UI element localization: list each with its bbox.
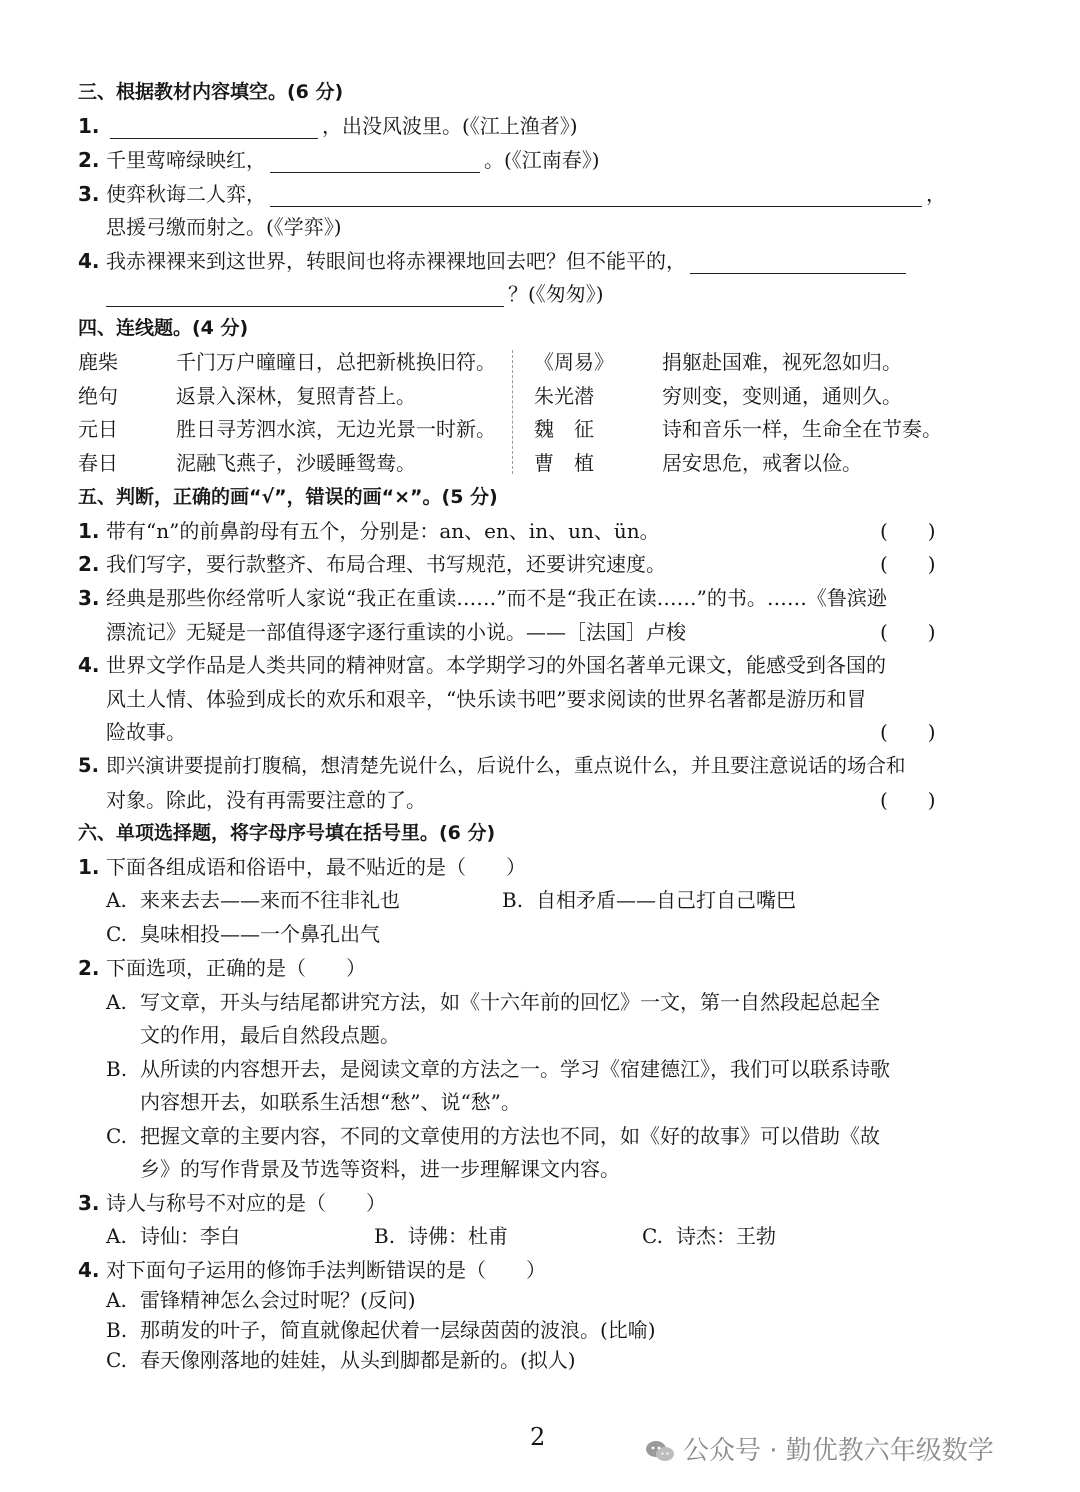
match-right-line[interactable]: 捐躯赴国难，视死忽如归。 (662, 350, 902, 374)
watermark-text: 公众号 · 勤优教六年级数学 (683, 1436, 994, 1466)
answer-blank[interactable] (106, 286, 504, 307)
s5-q5-line2: 对象。除此，没有再需要注意的了。 (106, 788, 426, 812)
s6-q4-stem (78, 1257, 546, 1283)
question-text: ， (926, 182, 946, 206)
match-left-line[interactable]: 返景入深林，复照青苔上。 (176, 384, 416, 408)
question-text: 经典是那些你经常听人家说“我正在重读……”而不是“我正在读……”的书。……《鲁滨逊 (106, 586, 887, 610)
match-right-term[interactable]: 魏 征 (534, 417, 594, 441)
match-right-line[interactable]: 诗和音乐一样，生命全在节奏。 (662, 417, 942, 441)
option-b[interactable] (374, 1223, 508, 1249)
s3-q4-line2 (106, 281, 604, 307)
option-letter: C. (106, 1124, 127, 1148)
question-number: 4. (78, 1258, 100, 1282)
option-c[interactable] (106, 1123, 880, 1149)
question-number: 1. (78, 114, 100, 138)
answer-blank[interactable] (690, 253, 906, 274)
option-letter: C. (106, 1348, 127, 1372)
option-letter: A. (106, 1224, 127, 1248)
s5-q3 (78, 585, 887, 611)
option-text: 那萌发的叶子，简直就像起伏着一层绿茵茵的波浪。(比喻) (140, 1318, 656, 1342)
s3-q3 (78, 181, 946, 207)
option-text: 来来去去——来而不往非礼也 (140, 888, 400, 912)
s5-q4-line3: 险故事。 (106, 720, 186, 744)
option-b-line2: 内容想开去，如联系生活想“愁”、说“愁”。 (140, 1090, 521, 1114)
column-divider (512, 350, 513, 474)
answer-parentheses[interactable]: ( ) (880, 552, 936, 576)
option-text: 诗仙：李白 (140, 1224, 240, 1248)
question-text: 下面选项，正确的是（ ） (106, 956, 366, 980)
question-number: 1. (78, 519, 100, 543)
question-number: 2. (78, 148, 100, 172)
answer-parentheses[interactable]: ( ) (880, 519, 936, 543)
question-number: 2. (78, 956, 100, 980)
question-number: 3. (78, 182, 100, 206)
option-a[interactable] (106, 1223, 240, 1249)
page-number: 2 (530, 1423, 546, 1451)
match-left-term[interactable]: 春日 (78, 451, 118, 475)
question-text: 带有“n”的前鼻韵母有五个，分别是：an、en、in、un、ün。 (106, 519, 660, 543)
match-right-term[interactable]: 曹 植 (534, 451, 594, 475)
option-c[interactable] (106, 921, 380, 947)
option-text: 臭味相投——一个鼻孔出气 (140, 922, 380, 946)
question-number: 3. (78, 1191, 100, 1215)
option-letter: A. (106, 990, 127, 1014)
s5-q4 (78, 652, 886, 678)
answer-parentheses[interactable]: ( ) (880, 720, 936, 744)
question-number: 1. (78, 855, 100, 879)
option-a-line2: 文的作用，最后自然段点题。 (140, 1023, 400, 1047)
question-text: ，出没风波里。(《江上渔者》) (322, 114, 578, 138)
question-text: 世界文学作品是人类共同的精神财富。本学期学习的外国名著单元课文，能感受到各国的 (106, 653, 886, 677)
answer-parentheses[interactable]: ( ) (880, 788, 936, 812)
s6-q3-stem (78, 1190, 386, 1216)
answer-parentheses[interactable]: ( ) (880, 620, 936, 644)
match-left-term[interactable]: 鹿柴 (78, 350, 118, 374)
s3-q2 (78, 147, 600, 173)
question-text: 我赤裸裸来到这世界，转眼间也将赤裸裸地回去吧？但不能平的， (106, 249, 686, 273)
option-letter: A. (106, 888, 127, 912)
option-letter: C. (642, 1224, 663, 1248)
option-text: 从所读的内容想开去，是阅读文章的方法之一。学习《宿建德江》，我们可以联系诗歌 (140, 1057, 890, 1081)
option-b[interactable] (106, 1056, 890, 1082)
question-text: 即兴演讲要提前打腹稿，想清楚先说什么，后说什么，重点说什么，并且要注意说话的场合和 (106, 754, 906, 777)
question-number: 4. (78, 249, 100, 273)
match-right-line[interactable]: 居安思危，戒奢以俭。 (662, 451, 862, 475)
match-right-line[interactable]: 穷则变，变则通，通则久。 (662, 384, 902, 408)
question-text: 千里莺啼绿映红， (106, 148, 266, 172)
s6-q2-stem (78, 955, 366, 981)
s3-q1 (78, 113, 578, 139)
s5-q3-line2: 漂流记》无疑是一部值得逐字逐行重读的小说。——［法国］卢梭 (106, 620, 686, 644)
match-left-line[interactable]: 胜日寻芳泗水滨，无边光景一时新。 (176, 417, 496, 441)
s5-q1 (78, 518, 660, 544)
question-text: 下面各组成语和俗语中，最不贴近的是（ ） (106, 855, 526, 879)
option-text: 写文章，开头与结尾都讲究方法，如《十六年前的回忆》一文，第一自然段起总起全 (140, 990, 880, 1014)
s3-q4 (78, 248, 910, 274)
answer-blank[interactable] (110, 118, 318, 139)
match-right-term[interactable]: 朱光潜 (534, 384, 594, 408)
match-right-term[interactable]: 《周易》 (534, 350, 614, 374)
option-c[interactable] (106, 1347, 576, 1373)
option-letter: A. (106, 1288, 127, 1312)
option-a[interactable] (106, 989, 880, 1015)
s5-q5 (78, 753, 906, 779)
option-text: 把握文章的主要内容，不同的文章使用的方法也不同，如《好的故事》可以借助《故 (140, 1124, 880, 1148)
watermark (645, 1430, 994, 1467)
s3-q3-line2: 思援弓缴而射之。(《学弈》) (106, 215, 342, 239)
option-text: 春天像刚落地的娃娃，从头到脚都是新的。(拟人) (140, 1348, 576, 1372)
option-text: 自相矛盾——自己打自己嘴巴 (536, 888, 796, 912)
section-6-title: 六、单项选择题，将字母序号填在括号里。(6 分) (78, 822, 496, 844)
question-number: 5. (78, 754, 99, 777)
question-text: 我们写字，要行款整齐、布局合理、书写规范，还要讲究速度。 (106, 552, 666, 576)
match-left-line[interactable]: 千门万户曈曈日，总把新桃换旧符。 (176, 350, 496, 374)
option-a[interactable] (106, 887, 400, 913)
section-4-title: 四、连线题。(4 分) (78, 317, 249, 339)
match-left-line[interactable]: 泥融飞燕子，沙暖睡鸳鸯。 (176, 451, 416, 475)
question-text: 诗人与称号不对应的是（ ） (106, 1191, 386, 1215)
option-letter: B. (106, 1057, 128, 1081)
option-letter: C. (106, 922, 127, 946)
section-5-title: 五、判断，正确的画“√”，错误的画“×”。(5 分) (78, 486, 498, 508)
s5-q2 (78, 551, 666, 577)
option-c[interactable] (642, 1223, 776, 1249)
option-letter: B. (502, 888, 524, 912)
answer-blank[interactable] (270, 186, 922, 207)
question-number: 4. (78, 653, 100, 677)
question-text: ？(《匆匆》) (508, 282, 604, 306)
option-c-line2: 乡》的写作背景及节选等资料，进一步理解课文内容。 (140, 1157, 620, 1181)
s6-q1-stem (78, 854, 526, 880)
option-text: 诗佛：杜甫 (408, 1224, 508, 1248)
match-left-term[interactable]: 元日 (78, 417, 118, 441)
question-text: 使弈秋诲二人弈， (106, 182, 266, 206)
s5-q4-line2: 风土人情、体验到成长的欢乐和艰辛，“快乐读书吧”要求阅读的世界名著都是游历和冒 (106, 687, 867, 711)
option-b[interactable] (106, 1317, 656, 1343)
question-text: 对下面句子运用的修饰手法判断错误的是（ ） (106, 1258, 546, 1282)
match-left-term[interactable]: 绝句 (78, 384, 118, 408)
option-b[interactable] (502, 887, 796, 913)
option-letter: B. (106, 1318, 128, 1342)
question-text: 。(《江南春》) (484, 148, 600, 172)
question-number: 2. (78, 552, 100, 576)
option-letter: B. (374, 1224, 396, 1248)
option-text: 诗杰：王勃 (676, 1224, 776, 1248)
option-text: 雷锋精神怎么会过时呢？(反问) (140, 1288, 416, 1312)
question-number: 3. (78, 586, 100, 610)
answer-blank[interactable] (270, 152, 480, 173)
section-3-title: 三、根据教材内容填空。(6 分) (78, 81, 344, 103)
option-a[interactable] (106, 1287, 416, 1313)
wechat-icon (645, 1439, 675, 1463)
